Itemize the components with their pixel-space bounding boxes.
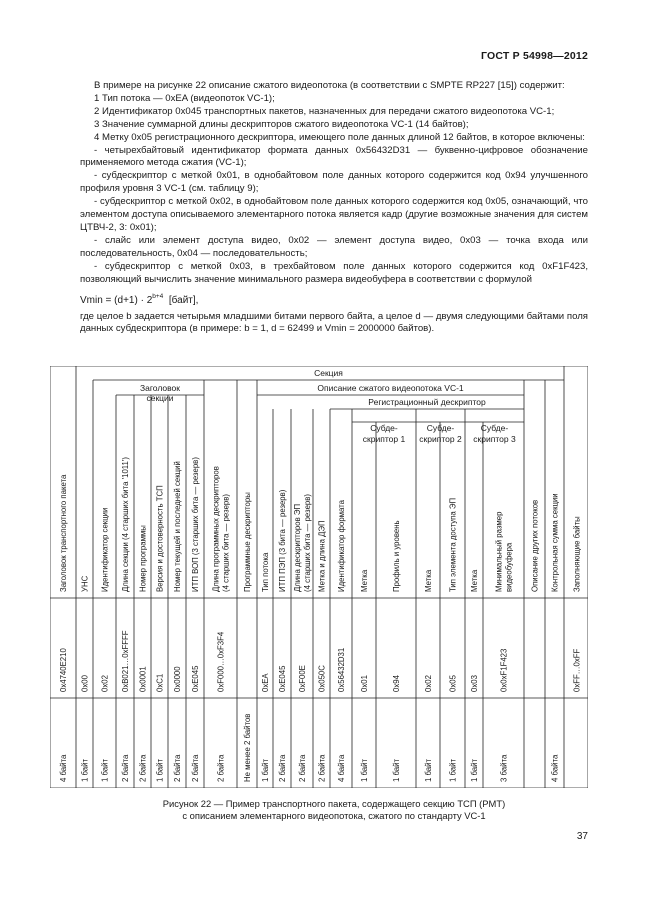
column-value: 0x050C — [317, 665, 327, 692]
column-label: Профиль и уровень — [392, 520, 401, 592]
column-value: 0xFF…0xFF — [572, 648, 582, 692]
header-subdescriptor-3: скриптор 3 — [473, 434, 516, 444]
column-size: 3 байта — [499, 754, 509, 782]
column-label: ИТП ВОП (3 старших бита — резерв) — [191, 457, 200, 592]
paragraph: В примере на рисунке 22 описание сжатого видеопотока (в соответствии с SMPTE RP227 [15]) содержит: — [94, 80, 565, 91]
formula-exponent: b+4 — [152, 292, 164, 300]
column-label: Контрольная сумма секции — [550, 493, 560, 592]
paragraph: - субдескриптор с меткой 0x02, в однобайтовом поле данных которого содержится код 0x05, означающий, что элементом доступа описываемого элементарного потока является кадр (другие возможные значения для систем ЦТВЧ-2, 3: 0x01); — [80, 196, 588, 233]
column-size: 2 байта — [278, 754, 287, 782]
column-size: 1 байт — [100, 758, 110, 782]
column-label: Заполняющие байты — [572, 516, 582, 592]
column-value: 0xE045 — [191, 665, 200, 692]
column-value: 0x4740E210 — [59, 648, 68, 692]
column-size: 2 байта — [191, 754, 200, 782]
column-value: 0x01 — [360, 675, 369, 692]
paragraph: 1 Тип потока — 0xEA (видеопоток VC-1); — [94, 92, 275, 104]
header-section-header: Заголовок — [140, 383, 180, 393]
column-size: 1 байт — [448, 758, 458, 782]
header-subdescriptor-2: Субде- — [426, 423, 455, 433]
header-subdescriptor-3: Субде- — [480, 423, 509, 433]
column-size: 1 байт — [155, 758, 165, 782]
column-size: 2 байта — [317, 754, 327, 782]
column-label: Идентификатор формата — [337, 500, 346, 592]
column-value: 0x56432D31 — [337, 647, 346, 692]
page-number: 37 — [576, 831, 588, 842]
column-size: 2 байта — [121, 754, 130, 782]
header-video-descriptor: Описание сжатого видеопотока VC-1 — [317, 383, 464, 393]
column-value: 0x02 — [100, 675, 110, 692]
column-value: 0x94 — [392, 675, 401, 692]
header-registration-descriptor: Регистрационный дескриптор — [368, 397, 486, 407]
header-subdescriptor-2: скриптор 2 — [419, 434, 462, 444]
column-label: Длина секции (4 старших бита '1011') — [121, 457, 130, 592]
column-value: 0xEA — [261, 673, 270, 692]
column-label: Заголовок транспортного пакета — [59, 474, 68, 592]
column-label: Длина дескрипторов ЭП — [293, 503, 302, 592]
header-section-header: секции — [146, 393, 174, 403]
paragraph: - четырехбайтовый идентификатор формата данных 0x56432D31 — буквенно-цифровое обозначение применяемого метода сжатия (VC-1); — [80, 144, 588, 169]
column-label: Идентификатор секции — [100, 507, 110, 592]
column-size: 1 байт — [424, 758, 433, 782]
column-value: 0x0000 — [173, 666, 182, 692]
column-label: Номер программы — [138, 525, 148, 592]
column-size: 2 байта — [298, 754, 307, 782]
column-label: (4 старших бита — резерв) — [221, 494, 231, 592]
paragraph: где целое b задается четырьмя младшими битами первого байта, а целое d — двумя следующими байтами поля данных субдескриптора (в примере: b = 1, d = 62499 и Vmin = 2000000 байтов). — [80, 310, 588, 335]
column-size: 2 байта — [138, 754, 148, 782]
column-label: (4 старших бита — резерв) — [303, 494, 312, 592]
column-size: 4 байта — [550, 754, 560, 782]
column-value: 0xF000…0xF3F4 — [216, 631, 226, 692]
column-label: УНС — [80, 575, 90, 592]
formula-left: Vmin = (d+1) · 2 — [80, 294, 153, 306]
column-value: 0x05 — [448, 675, 458, 692]
column-value: 0x03 — [470, 675, 479, 692]
column-value: 0xE045 — [278, 665, 287, 692]
column-value: 0xF00E — [298, 665, 307, 692]
paragraph: - слайс или элемент доступа видео, 0x02 — элемент доступа видео, 0x03 — точка входа или последовательность, 0x04 — последовательность; — [80, 234, 588, 259]
column-label: Минимальный размер — [494, 511, 504, 592]
packet-structure-table — [50, 366, 588, 788]
column-label: Номер текущей и последней секций — [173, 461, 182, 592]
column-value: 0xB021…0xFFFF — [121, 630, 130, 692]
column-size: 2 байта — [173, 754, 182, 782]
column-size: 2 байта — [216, 754, 226, 782]
paragraph: - субдескриптор с меткой 0x01, в однобайтовом поле данных которого содержится код 0x94 улучшенного профиля уровня 3 VC-1 (см. таблицу 9); — [80, 170, 588, 195]
column-label: Длина программных дескрипторов — [211, 466, 221, 592]
paragraph: 4 Метку 0x05 регистрационного дескриптора, имеющего поле данных длиной 12 байтов, в которое включены: — [94, 131, 585, 143]
column-label: ИТП ПЭП (3 бита — резерв) — [278, 489, 287, 592]
column-label: Версия и достоверность ТСП — [155, 485, 165, 592]
column-label: Метка — [470, 569, 479, 592]
paragraph: 3 Значение суммарной длины дескрипторов сжатого видеопотока VC-1 (14 байтов); — [94, 118, 469, 130]
formula — [80, 290, 588, 307]
column-label: Тип элемента доступа ЭП — [448, 497, 458, 592]
column-size: Не менее 2 байтов — [243, 713, 252, 782]
column-label: Программные дескрипторы — [243, 492, 252, 592]
header-section: Секция — [314, 368, 343, 378]
column-label: Метка и длина ДЭП — [317, 520, 327, 592]
caption-line: с описанием элементарного видеопотока, сжатого по стандарту VC-1 — [182, 810, 486, 821]
table-drawing — [50, 366, 588, 788]
column-size: 4 байта — [337, 754, 346, 782]
column-label: Метка — [424, 569, 433, 592]
paragraph: - субдескриптор с меткой 0x03, в трехбайтовом поле данных которого содержится код 0xF1F423, позволяющий вычислить значение минимального размера видеобуфера в соответствии с формулой — [80, 260, 588, 285]
header-subdescriptor-1: скриптор 1 — [362, 434, 406, 444]
column-size: 1 байт — [470, 758, 479, 782]
header-subdescriptor-1: Субде- — [370, 423, 398, 433]
document-code: ГОСТ Р 54998—2012 — [480, 50, 588, 62]
column-size: 1 байт — [80, 758, 90, 782]
column-value: 0x0xF1F423 — [499, 648, 509, 692]
column-size: 1 байт — [261, 758, 270, 782]
column-size: 1 байт — [360, 758, 369, 782]
formula-unit: [байт], — [168, 294, 199, 306]
column-label: Тип потока — [261, 552, 270, 592]
column-value: 0xC1 — [155, 673, 165, 692]
caption-line: Рисунок 22 — Пример транспортного пакета, содержащего секцию ТСП (PMT) — [162, 798, 506, 809]
column-value: 0x02 — [424, 675, 433, 692]
paragraph: 2 Идентификатор 0x045 транспортных пакетов, назначенных для передачи сжатого видеопотока VC-1; — [94, 105, 555, 117]
column-label: Описание других потоков — [530, 499, 540, 592]
column-size: 4 байта — [59, 754, 68, 782]
column-label: Метка — [360, 569, 369, 592]
column-size: 1 байт — [392, 758, 401, 782]
column-value: 0x00 — [80, 675, 90, 692]
figure-caption — [80, 798, 588, 822]
column-label: видеобуфера — [504, 542, 514, 592]
body-text — [80, 80, 588, 336]
column-value: 0x0001 — [138, 666, 148, 692]
